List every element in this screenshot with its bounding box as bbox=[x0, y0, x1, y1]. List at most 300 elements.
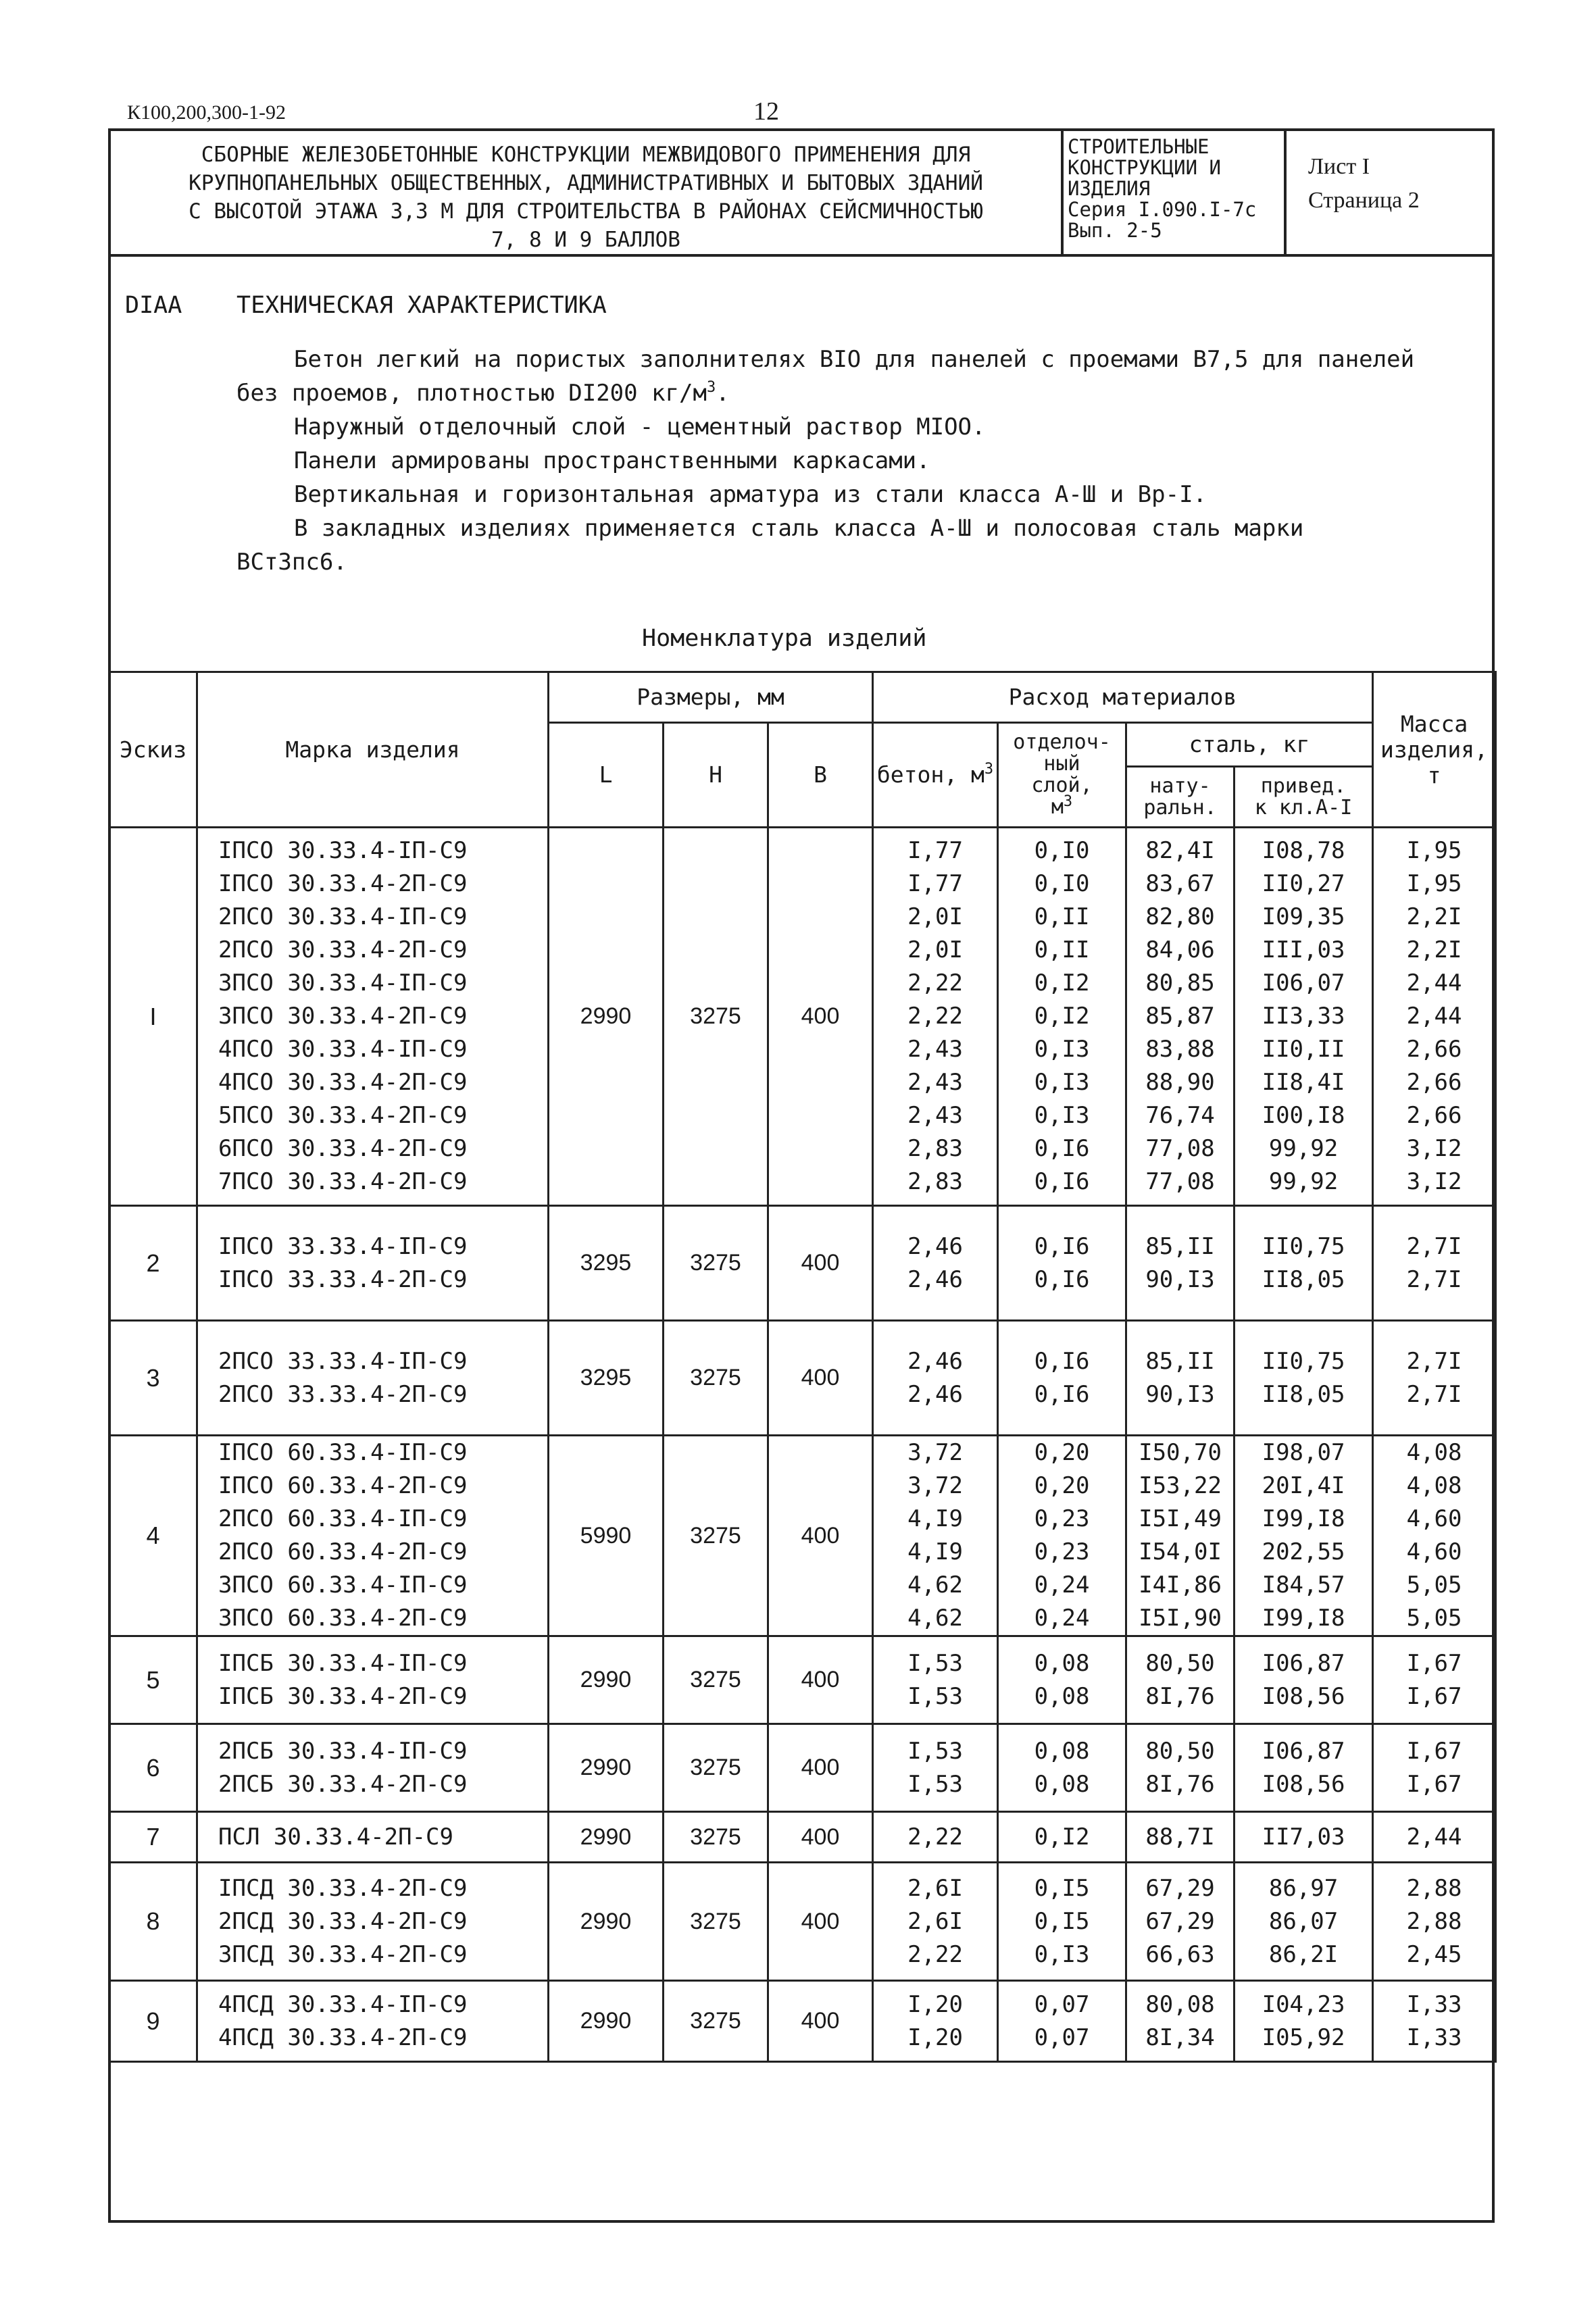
natural-steel-value: I50,70 bbox=[1139, 1439, 1222, 1466]
finish-value: 0,I6 bbox=[1034, 1168, 1090, 1195]
product-mark: 2ПСО 30.33.4-2П-С9 bbox=[218, 936, 468, 963]
concrete-cell bbox=[873, 1636, 998, 1724]
concrete-value: I,20 bbox=[907, 1990, 963, 2018]
document-code: К100,200,300-1-92 bbox=[127, 101, 286, 124]
natural-steel-value: 80,50 bbox=[1145, 1649, 1215, 1677]
natural-steel-cell bbox=[1126, 1724, 1235, 1812]
reduced-steel-value: II3,33 bbox=[1262, 1003, 1345, 1030]
finish-cell bbox=[998, 1321, 1126, 1436]
concrete-value: 2,6I bbox=[907, 1874, 963, 1902]
sketch-number-cell: 5 bbox=[109, 1636, 197, 1724]
concrete-value: 4,I9 bbox=[907, 1538, 963, 1565]
product-mark: 4ПСО 30.33.4-IП-С9 bbox=[218, 1036, 468, 1063]
paragraph-line: В закладных изделиях применяется сталь класса А-Ш и полосовая сталь марки bbox=[294, 515, 1304, 542]
concrete-value: I,53 bbox=[907, 1682, 963, 1710]
table-row bbox=[109, 1724, 1496, 1812]
finish-value: 0,I5 bbox=[1034, 1874, 1090, 1902]
mark-cell bbox=[197, 1321, 549, 1436]
natural-steel-value: 83,67 bbox=[1145, 870, 1215, 897]
table-title: Номенклатура изделий bbox=[642, 625, 927, 652]
concrete-value: 3,72 bbox=[907, 1439, 963, 1466]
reduced-steel-value: II7,03 bbox=[1262, 1823, 1345, 1851]
product-mark: 4ПСД 30.33.4-IП-С9 bbox=[218, 1990, 468, 2018]
reduced-steel-cell bbox=[1235, 1724, 1373, 1812]
mass-cell bbox=[1373, 1981, 1496, 2062]
finish-value: 0,23 bbox=[1034, 1538, 1090, 1565]
mass-value: 2,7I bbox=[1406, 1347, 1462, 1375]
reduced-steel-value: II0,27 bbox=[1262, 870, 1345, 897]
finish-cell bbox=[998, 1436, 1126, 1636]
sketch-number-cell: 8 bbox=[109, 1863, 197, 1981]
col-L-header: L bbox=[549, 723, 664, 828]
mass-value: 2,44 bbox=[1406, 1823, 1462, 1851]
concrete-value: 2,43 bbox=[907, 1069, 963, 1096]
reduced-steel-value: I06,87 bbox=[1262, 1737, 1345, 1765]
finish-cell bbox=[998, 1724, 1126, 1812]
natural-steel-value: 85,II bbox=[1145, 1347, 1215, 1375]
natural-steel-cell bbox=[1126, 1206, 1235, 1321]
product-mark: 3ПСО 60.33.4-IП-С9 bbox=[218, 1571, 468, 1599]
header-text: нату- bbox=[1149, 774, 1211, 798]
concrete-value: 2,0I bbox=[907, 936, 963, 963]
table-row bbox=[109, 1636, 1496, 1724]
title-line: КРУПНОПАНЕЛЬНЫХ ОБЩЕСТВЕННЫХ, АДМИНИСТРАТИВНЫХ И БЫТОВЫХ ЗДАНИЙ bbox=[189, 171, 983, 195]
sketch-number-cell: 9 bbox=[109, 1981, 197, 2062]
mass-value: I,33 bbox=[1406, 2023, 1462, 2051]
concrete-value: I,53 bbox=[907, 1737, 963, 1765]
natural-steel-value: I53,22 bbox=[1139, 1472, 1222, 1499]
header-text bbox=[999, 793, 1125, 819]
col-H-header: H bbox=[664, 723, 768, 828]
natural-steel-value: 80,08 bbox=[1145, 1990, 1215, 2018]
reduced-steel-value: 86,97 bbox=[1268, 1874, 1339, 1902]
mass-value: 2,66 bbox=[1406, 1102, 1462, 1129]
concrete-cell bbox=[873, 1981, 998, 2062]
reduced-steel-value: II8,4I bbox=[1262, 1069, 1345, 1096]
height-cell: 3275 bbox=[664, 1724, 768, 1812]
width-cell: 400 bbox=[768, 1321, 873, 1436]
finish-cell bbox=[998, 1206, 1126, 1321]
reduced-steel-value: I08,56 bbox=[1262, 1770, 1345, 1798]
col-concrete-header bbox=[873, 723, 998, 828]
reduced-steel-value: I84,57 bbox=[1262, 1571, 1345, 1599]
mass-value: I,67 bbox=[1406, 1682, 1462, 1710]
natural-steel-value: 90,I3 bbox=[1145, 1380, 1215, 1408]
concrete-value: I,53 bbox=[907, 1770, 963, 1798]
concrete-value: 4,62 bbox=[907, 1605, 963, 1632]
natural-steel-value: 67,29 bbox=[1145, 1907, 1215, 1935]
concrete-cell bbox=[873, 1206, 998, 1321]
header-text: ный bbox=[1043, 752, 1080, 776]
sketch-number-cell: 3 bbox=[109, 1321, 197, 1436]
mark-cell bbox=[197, 1812, 549, 1863]
height-cell: 3275 bbox=[664, 1321, 768, 1436]
width-cell: 400 bbox=[768, 1436, 873, 1636]
header-text: т bbox=[1427, 761, 1441, 788]
reduced-steel-value: I08,78 bbox=[1262, 837, 1345, 864]
natural-steel-value: 80,50 bbox=[1145, 1737, 1215, 1765]
finish-value: 0,08 bbox=[1034, 1682, 1090, 1710]
natural-steel-value: 84,06 bbox=[1145, 936, 1215, 963]
mass-cell bbox=[1373, 1321, 1496, 1436]
width-cell: 400 bbox=[768, 1863, 873, 1981]
header-text: м bbox=[1051, 795, 1064, 819]
paragraph-text: . bbox=[716, 380, 730, 407]
mass-cell bbox=[1373, 1636, 1496, 1724]
height-cell: 3275 bbox=[664, 828, 768, 1206]
title-line: СБОРНЫЕ ЖЕЛЕЗОБЕТОННЫЕ КОНСТРУКЦИИ МЕЖВИДОВОГО ПРИМЕНЕНИЯ ДЛЯ bbox=[201, 143, 971, 167]
title-line: С ВЫСОТОЙ ЭТАЖА 3,3 М ДЛЯ СТРОИТЕЛЬСТВА В РАЙОНАХ СЕЙСМИЧНОСТЬЮ bbox=[189, 199, 983, 224]
natural-steel-value: 82,4I bbox=[1145, 837, 1215, 864]
paragraph-line: Бетон легкий на пористых заполнителях BIO для панелей с проемами B7,5 для панелей bbox=[294, 346, 1415, 373]
reduced-steel-value: 86,07 bbox=[1268, 1907, 1339, 1935]
concrete-cell bbox=[873, 1724, 998, 1812]
col-B-header: B bbox=[768, 723, 873, 828]
finish-value: 0,I6 bbox=[1034, 1380, 1090, 1408]
length-cell: 3295 bbox=[549, 1206, 664, 1321]
mass-cell bbox=[1373, 1812, 1496, 1863]
product-mark: 2ПСО 60.33.4-IП-С9 bbox=[218, 1505, 468, 1532]
mass-value: 4,60 bbox=[1406, 1505, 1462, 1532]
reduced-steel-value: I08,56 bbox=[1262, 1682, 1345, 1710]
natural-steel-value: 88,90 bbox=[1145, 1069, 1215, 1096]
natural-steel-value: 66,63 bbox=[1145, 1940, 1215, 1968]
finish-value: 0,I6 bbox=[1034, 1265, 1090, 1293]
mass-value: 2,45 bbox=[1406, 1940, 1462, 1968]
natural-steel-cell bbox=[1126, 828, 1235, 1206]
width-cell: 400 bbox=[768, 1724, 873, 1812]
natural-steel-value: 82,80 bbox=[1145, 903, 1215, 930]
natural-steel-value: 83,88 bbox=[1145, 1036, 1215, 1063]
mark-cell bbox=[197, 1206, 549, 1321]
finish-value: 0,II bbox=[1034, 936, 1090, 963]
title-block bbox=[108, 128, 1495, 257]
nomenclature-table bbox=[108, 671, 1497, 2063]
page-number: 12 bbox=[753, 97, 779, 126]
table-row bbox=[109, 1812, 1496, 1863]
finish-cell bbox=[998, 1863, 1126, 1981]
reduced-steel-cell bbox=[1235, 1436, 1373, 1636]
finish-value: 0,07 bbox=[1034, 2023, 1090, 2051]
product-mark: IПСД 30.33.4-2П-С9 bbox=[218, 1874, 468, 1902]
mass-value: 3,I2 bbox=[1406, 1135, 1462, 1162]
mass-value: 3,I2 bbox=[1406, 1168, 1462, 1195]
superscript: 3 bbox=[984, 761, 994, 778]
sketch-number-cell: 7 bbox=[109, 1812, 197, 1863]
mass-value: 2,66 bbox=[1406, 1069, 1462, 1096]
concrete-cell bbox=[873, 1863, 998, 1981]
product-mark: ПСЛ 30.33.4-2П-С9 bbox=[218, 1823, 453, 1851]
length-cell: 2990 bbox=[549, 1863, 664, 1981]
natural-steel-cell bbox=[1126, 1436, 1235, 1636]
concrete-value: 2,46 bbox=[907, 1232, 963, 1260]
product-mark: 4ПСД 30.33.4-2П-С9 bbox=[218, 2023, 468, 2051]
concrete-value: 2,22 bbox=[907, 1940, 963, 1968]
concrete-value: I,20 bbox=[907, 2023, 963, 2051]
page-label: Страница 2 bbox=[1308, 188, 1420, 213]
finish-value: 0,I3 bbox=[1034, 1069, 1090, 1096]
natural-steel-value: 67,29 bbox=[1145, 1874, 1215, 1902]
product-mark: 7ПСО 30.33.4-2П-С9 bbox=[218, 1168, 468, 1195]
paragraph-line bbox=[236, 377, 730, 409]
finish-value: 0,I2 bbox=[1034, 1003, 1090, 1030]
finish-value: 0,20 bbox=[1034, 1472, 1090, 1499]
reduced-steel-value: II0,II bbox=[1262, 1036, 1345, 1063]
reduced-steel-value: II0,75 bbox=[1262, 1347, 1345, 1375]
natural-steel-value: 90,I3 bbox=[1145, 1265, 1215, 1293]
product-mark: 3ПСО 30.33.4-IП-С9 bbox=[218, 970, 468, 997]
mark-cell bbox=[197, 1863, 549, 1981]
natural-steel-cell bbox=[1126, 1981, 1235, 2062]
mark-cell bbox=[197, 1436, 549, 1636]
paragraph-text: без проемов, плотностью DI200 кг/м bbox=[236, 380, 707, 407]
finish-value: 0,I2 bbox=[1034, 1823, 1090, 1851]
reduced-steel-value: 99,92 bbox=[1268, 1135, 1339, 1162]
header-text: слой, bbox=[1031, 774, 1093, 797]
section-code: DIAA bbox=[125, 292, 182, 319]
mass-value: 2,7I bbox=[1406, 1265, 1462, 1293]
product-mark: 3ПСД 30.33.4-2П-С9 bbox=[218, 1940, 468, 1968]
mass-cell bbox=[1373, 1724, 1496, 1812]
height-cell: 3275 bbox=[664, 1981, 768, 2062]
col-sketch-header: Эскиз bbox=[109, 672, 197, 828]
finish-value: 0,I2 bbox=[1034, 970, 1090, 997]
mass-cell bbox=[1373, 1436, 1496, 1636]
reduced-steel-cell bbox=[1235, 828, 1373, 1206]
table-row bbox=[109, 1863, 1496, 1981]
product-mark: 2ПСО 30.33.4-IП-С9 bbox=[218, 903, 468, 930]
natural-steel-value: 8I,76 bbox=[1145, 1770, 1215, 1798]
header-text: Масса bbox=[1400, 710, 1468, 737]
natural-steel-value: 77,08 bbox=[1145, 1168, 1215, 1195]
length-cell: 2990 bbox=[549, 1724, 664, 1812]
mass-value: 4,08 bbox=[1406, 1472, 1462, 1499]
reduced-steel-value: I06,07 bbox=[1262, 970, 1345, 997]
reduced-steel-value: 20I,4I bbox=[1262, 1472, 1345, 1499]
natural-steel-cell bbox=[1126, 1636, 1235, 1724]
product-mark: IПСО 33.33.4-IП-С9 bbox=[218, 1232, 468, 1260]
reduced-steel-value: III,03 bbox=[1262, 936, 1345, 963]
paragraph-line: Наружный отделочный слой - цементный раствор MIOO. bbox=[294, 413, 986, 441]
paragraph-line: Вертикальная и горизонтальная арматура из стали класса А-Ш и Вр-I. bbox=[294, 481, 1207, 508]
mass-value: 4,08 bbox=[1406, 1439, 1462, 1466]
finish-value: 0,20 bbox=[1034, 1439, 1090, 1466]
sketch-number-cell: 4 bbox=[109, 1436, 197, 1636]
superscript: 3 bbox=[706, 379, 716, 396]
reduced-steel-value: II0,75 bbox=[1262, 1232, 1345, 1260]
finish-cell bbox=[998, 1812, 1126, 1863]
mass-value: I,67 bbox=[1406, 1770, 1462, 1798]
natural-steel-cell bbox=[1126, 1812, 1235, 1863]
product-mark: 3ПСО 60.33.4-2П-С9 bbox=[218, 1605, 468, 1632]
reduced-steel-cell bbox=[1235, 1636, 1373, 1724]
width-cell: 400 bbox=[768, 1812, 873, 1863]
height-cell: 3275 bbox=[664, 1812, 768, 1863]
width-cell: 400 bbox=[768, 1636, 873, 1724]
concrete-value: 2,22 bbox=[907, 1003, 963, 1030]
header-text: привед. bbox=[1260, 774, 1347, 798]
concrete-value: 2,6I bbox=[907, 1907, 963, 1935]
mass-value: 2,2I bbox=[1406, 936, 1462, 963]
mass-value: 2,7I bbox=[1406, 1232, 1462, 1260]
product-mark: 3ПСО 30.33.4-2П-С9 bbox=[218, 1003, 468, 1030]
mass-value: I,33 bbox=[1406, 1990, 1462, 2018]
mark-cell bbox=[197, 1981, 549, 2062]
width-cell: 400 bbox=[768, 1981, 873, 2062]
series-line: СТРОИТЕЛЬНЫЕ bbox=[1068, 135, 1210, 158]
mass-value: 2,66 bbox=[1406, 1036, 1462, 1063]
concrete-value: 2,83 bbox=[907, 1135, 963, 1162]
paragraph-line: ВСт3пс6. bbox=[236, 549, 347, 576]
table-row bbox=[109, 828, 1496, 1206]
mass-value: 2,88 bbox=[1406, 1874, 1462, 1902]
mass-value: 2,7I bbox=[1406, 1380, 1462, 1408]
natural-steel-value: I5I,49 bbox=[1139, 1505, 1222, 1532]
finish-value: 0,I6 bbox=[1034, 1232, 1090, 1260]
col-finish-header bbox=[998, 723, 1126, 828]
mass-value: 5,05 bbox=[1406, 1605, 1462, 1632]
reduced-steel-value: 86,2I bbox=[1268, 1940, 1339, 1968]
mass-cell bbox=[1373, 1863, 1496, 1981]
finish-value: 0,08 bbox=[1034, 1649, 1090, 1677]
product-mark: 6ПСО 30.33.4-2П-С9 bbox=[218, 1135, 468, 1162]
col-materials-header: Расход материалов bbox=[873, 672, 1373, 723]
reduced-steel-value: II8,05 bbox=[1262, 1265, 1345, 1293]
paragraph-line: Панели армированы пространственными каркасами. bbox=[294, 447, 930, 474]
product-mark: 2ПСБ 30.33.4-IП-С9 bbox=[218, 1737, 468, 1765]
table-body bbox=[109, 828, 1496, 2062]
natural-steel-value: 80,85 bbox=[1145, 970, 1215, 997]
height-cell: 3275 bbox=[664, 1863, 768, 1981]
mass-value: I,67 bbox=[1406, 1649, 1462, 1677]
length-cell: 2990 bbox=[549, 1812, 664, 1863]
mark-cell bbox=[197, 1636, 549, 1724]
col-mark-header: Марка изделия bbox=[197, 672, 549, 828]
concrete-cell bbox=[873, 1436, 998, 1636]
mark-cell bbox=[197, 1724, 549, 1812]
finish-value: 0,II bbox=[1034, 903, 1090, 930]
series-line: ИЗДЕЛИЯ bbox=[1068, 177, 1151, 200]
height-cell: 3275 bbox=[664, 1206, 768, 1321]
concrete-value: 2,43 bbox=[907, 1036, 963, 1063]
col-steel-header: сталь, кг bbox=[1126, 723, 1373, 767]
concrete-value: 2,83 bbox=[907, 1168, 963, 1195]
sketch-number-cell: 2 bbox=[109, 1206, 197, 1321]
title-block-sheet bbox=[1289, 131, 1492, 254]
product-mark: 4ПСО 30.33.4-2П-С9 bbox=[218, 1069, 468, 1096]
superscript: 3 bbox=[1063, 793, 1073, 810]
natural-steel-value: 8I,34 bbox=[1145, 2023, 1215, 2051]
concrete-value: 4,I9 bbox=[907, 1505, 963, 1532]
reduced-steel-value: I99,I8 bbox=[1262, 1605, 1345, 1632]
concrete-value: I,77 bbox=[907, 837, 963, 864]
mass-value: I,95 bbox=[1406, 837, 1462, 864]
natural-steel-cell bbox=[1126, 1321, 1235, 1436]
reduced-steel-cell bbox=[1235, 1321, 1373, 1436]
product-mark: 2ПСО 33.33.4-2П-С9 bbox=[218, 1380, 468, 1408]
reduced-steel-value: 202,55 bbox=[1262, 1538, 1345, 1565]
natural-steel-value: 85,II bbox=[1145, 1232, 1215, 1260]
natural-steel-value: I4I,86 bbox=[1139, 1571, 1222, 1599]
reduced-steel-cell bbox=[1235, 1206, 1373, 1321]
product-mark: IПСО 30.33.4-2П-С9 bbox=[218, 870, 468, 897]
reduced-steel-value: I99,I8 bbox=[1262, 1505, 1345, 1532]
series-line: КОНСТРУКЦИИ И bbox=[1068, 156, 1221, 179]
product-mark: 2ПСО 60.33.4-2П-С9 bbox=[218, 1538, 468, 1565]
concrete-value: 2,46 bbox=[907, 1380, 963, 1408]
reduced-steel-cell bbox=[1235, 1863, 1373, 1981]
product-mark: IПСО 60.33.4-IП-С9 bbox=[218, 1439, 468, 1466]
height-cell: 3275 bbox=[664, 1636, 768, 1724]
col-natural-header bbox=[1126, 767, 1235, 828]
length-cell: 2990 bbox=[549, 1636, 664, 1724]
header-text: изделия, bbox=[1380, 736, 1488, 763]
concrete-value: 2,43 bbox=[907, 1102, 963, 1129]
natural-steel-value: 76,74 bbox=[1145, 1102, 1215, 1129]
series-line: Серия I.090.I-7с bbox=[1068, 198, 1257, 221]
product-mark: 5ПСО 30.33.4-2П-С9 bbox=[218, 1102, 468, 1129]
reduced-steel-value: I09,35 bbox=[1262, 903, 1345, 930]
mark-cell bbox=[197, 828, 549, 1206]
mass-value: I,95 bbox=[1406, 870, 1462, 897]
sketch-number-cell: 6 bbox=[109, 1724, 197, 1812]
title-line: 7, 8 И 9 БАЛЛОВ bbox=[491, 228, 680, 252]
mass-value: 2,44 bbox=[1406, 970, 1462, 997]
mass-value: 2,44 bbox=[1406, 1003, 1462, 1030]
natural-steel-value: I5I,90 bbox=[1139, 1605, 1222, 1632]
finish-value: 0,I0 bbox=[1034, 870, 1090, 897]
height-cell: 3275 bbox=[664, 1436, 768, 1636]
col-mass-header bbox=[1373, 672, 1496, 828]
natural-steel-value: 77,08 bbox=[1145, 1135, 1215, 1162]
header-text: бетон, м bbox=[876, 761, 984, 788]
series-line: Вып. 2-5 bbox=[1068, 219, 1162, 242]
natural-steel-cell bbox=[1126, 1863, 1235, 1981]
reduced-steel-cell bbox=[1235, 1812, 1373, 1863]
mass-value: I,67 bbox=[1406, 1737, 1462, 1765]
reduced-steel-value: 99,92 bbox=[1268, 1168, 1339, 1195]
concrete-value: 2,22 bbox=[907, 970, 963, 997]
finish-value: 0,I5 bbox=[1034, 1907, 1090, 1935]
reduced-steel-cell bbox=[1235, 1981, 1373, 2062]
natural-steel-value: 8I,76 bbox=[1145, 1682, 1215, 1710]
col-sizes-header: Размеры, мм bbox=[549, 672, 873, 723]
reduced-steel-value: I00,I8 bbox=[1262, 1102, 1345, 1129]
reduced-steel-value: I98,07 bbox=[1262, 1439, 1345, 1466]
length-cell: 5990 bbox=[549, 1436, 664, 1636]
reduced-steel-value: I06,87 bbox=[1262, 1649, 1345, 1677]
title-block-main bbox=[111, 131, 1064, 254]
concrete-value: 2,0I bbox=[907, 903, 963, 930]
product-mark: 2ПСБ 30.33.4-2П-С9 bbox=[218, 1770, 468, 1798]
mass-value: 2,2I bbox=[1406, 903, 1462, 930]
finish-value: 0,23 bbox=[1034, 1505, 1090, 1532]
mass-value: 2,88 bbox=[1406, 1907, 1462, 1935]
natural-steel-value: 88,7I bbox=[1145, 1823, 1215, 1851]
sketch-number-cell: I bbox=[109, 828, 197, 1206]
reduced-steel-value: II8,05 bbox=[1262, 1380, 1345, 1408]
header-text: к кл.А-I bbox=[1254, 795, 1353, 820]
product-mark: 2ПСД 30.33.4-2П-С9 bbox=[218, 1907, 468, 1935]
concrete-value: I,77 bbox=[907, 870, 963, 897]
concrete-value: 4,62 bbox=[907, 1571, 963, 1599]
table-row bbox=[109, 1321, 1496, 1436]
product-mark: 2ПСО 33.33.4-IП-С9 bbox=[218, 1347, 468, 1375]
mass-value: 4,60 bbox=[1406, 1538, 1462, 1565]
header-text: отделоч- bbox=[1013, 730, 1111, 754]
product-mark: IПСБ 30.33.4-IП-С9 bbox=[218, 1649, 468, 1677]
width-cell: 400 bbox=[768, 1206, 873, 1321]
